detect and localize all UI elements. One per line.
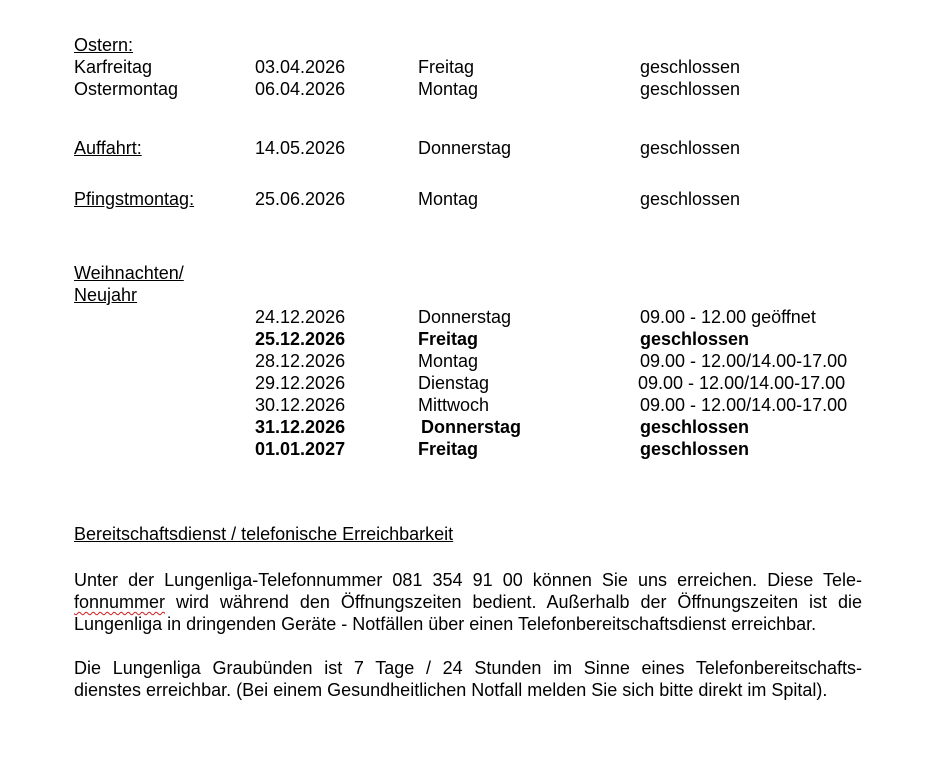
spellcheck-word: fonnummer — [74, 592, 166, 612]
standby-paragraph-1 — [74, 569, 862, 635]
whit-monday-day: Montag — [418, 189, 479, 209]
christmas-row-status: geschlossen — [640, 329, 750, 349]
christmas-row-day: Mittwoch — [418, 395, 490, 415]
standby-heading: Bereitschaftsdienst / telefonische Erreichbarkeit — [74, 524, 454, 544]
ascension-date: 14.05.2026 — [255, 138, 346, 158]
christmas-row-day: Donnerstag — [421, 417, 522, 437]
christmas-row-date: 31.12.2026 — [255, 417, 346, 437]
easter-row-ostermontag-date: 06.04.2026 — [255, 79, 346, 99]
easter-row-karfreitag-day: Freitag — [418, 57, 475, 77]
easter-row-ostermontag-label: Ostermontag — [74, 79, 179, 99]
christmas-row-status: geschlossen — [640, 417, 750, 437]
standby-p2-line2: dienstes erreichbar. (Bei einem Gesundheitlichen Notfall melden Sie sich bitte direkt im Spital). — [74, 680, 828, 700]
christmas-row-date: 01.01.2027 — [255, 439, 346, 459]
christmas-row-status: geschlossen — [640, 439, 750, 459]
christmas-row-status: 09.00 - 12.00/14.00-17.00 — [640, 395, 848, 415]
christmas-row-day: Montag — [418, 351, 479, 371]
christmas-row-day: Dienstag — [418, 373, 490, 393]
whit-monday-status: geschlossen — [640, 189, 741, 209]
christmas-row-date: 25.12.2026 — [255, 329, 346, 349]
standby-p2-line1: Die Lungenliga Graubünden ist 7 Tage / 24 Stunden im Sinne eines Telefonbereitschafts- — [74, 658, 862, 678]
standby-p1-line2-rest: wird während den Öffnungszeiten bedient. Außerhalb der Öffnungszeiten ist die — [165, 592, 862, 612]
christmas-row-status: 09.00 - 12.00/14.00-17.00 — [640, 351, 848, 371]
christmas-row-status: 09.00 - 12.00 geöffnet — [640, 307, 816, 327]
ascension-status: geschlossen — [640, 138, 741, 158]
christmas-row-date: 28.12.2026 — [255, 351, 346, 371]
christmas-row-day: Donnerstag — [418, 307, 512, 327]
easter-row-ostermontag-day: Montag — [418, 79, 479, 99]
easter-row-karfreitag-status: geschlossen — [640, 57, 741, 77]
ascension-day: Donnerstag — [418, 138, 512, 158]
christmas-row-status: 09.00 - 12.00/14.00-17.00 — [638, 373, 846, 393]
standby-p1-line1: Unter der Lungenliga-Telefonnummer 081 354 91 00 können Sie uns erreichen. Diese Tele- — [74, 570, 862, 590]
christmas-row-date: 30.12.2026 — [255, 395, 346, 415]
christmas-row-day: Freitag — [418, 329, 479, 349]
easter-row-karfreitag-date: 03.04.2026 — [255, 57, 346, 77]
christmas-row-date: 29.12.2026 — [255, 373, 346, 393]
christmas-heading-line2: Neujahr — [74, 285, 138, 305]
standby-paragraph-2 — [74, 657, 862, 701]
whit-monday-heading: Pfingstmontag: — [74, 189, 195, 209]
ascension-heading: Auffahrt: — [74, 138, 142, 158]
whit-monday-date: 25.06.2026 — [255, 189, 346, 209]
easter-row-karfreitag-label: Karfreitag — [74, 57, 153, 77]
christmas-heading-line1: Weihnachten/ — [74, 263, 184, 283]
easter-heading: Ostern: — [74, 35, 134, 55]
standby-p1-line2 — [74, 591, 862, 613]
christmas-row-day: Freitag — [418, 439, 479, 459]
easter-row-ostermontag-status: geschlossen — [640, 79, 741, 99]
standby-p1-line3: Lungenliga in dringenden Geräte - Notfällen über einen Telefonbereitschaftsdienst erreichbar. — [74, 614, 817, 634]
christmas-row-date: 24.12.2026 — [255, 307, 346, 327]
